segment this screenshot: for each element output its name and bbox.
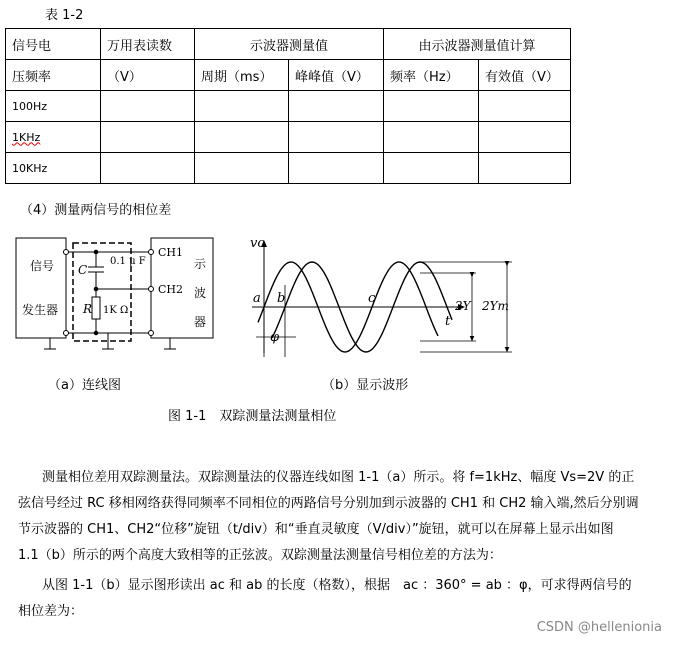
paragraph-2-line-1: 从图 1-1（b）显示图形读出 ac 和 ab 的长度（格数），根据 ac ：360° = ab ：φ，可求得两信号的 [42,578,632,593]
header-period: 周期（ms） [195,60,289,91]
section-heading: （4）测量两信号的相位差 [20,203,172,218]
paragraph-1 [18,465,664,625]
capacitor-label: C [78,263,88,277]
capacitor-value: 0.1 μ F [110,256,146,267]
signal-generator-box [16,238,66,338]
waveform-diagram [252,243,512,357]
header-scope-group: 示波器测量值 [195,29,384,60]
header-meter-line1: 万用表读数 [101,29,195,60]
circuit-diagram [16,238,213,349]
watermark: CSDN @hellenionia [536,620,662,635]
header-freq-line2: 压频率 [6,60,101,91]
header-calc-group: 由示波器测量值计算 [384,29,571,60]
header-meter-line2: （V） [101,60,195,91]
header-freq-line1: 信号电 [6,29,101,60]
header-peak-to-peak: 峰峰值（V） [289,60,384,91]
figure-caption: 图 1-1 双踪测量法测量相位 [168,409,337,424]
y-axis-label: vo [250,236,266,251]
generator-label-2: 发生器 [22,303,59,317]
paragraph-2-line-2: 相位差为： [18,604,84,619]
x-axis-label: t [445,314,451,329]
generator-label-1: 信号 [30,259,55,273]
resistor-value: 1K Ω [103,305,129,316]
table-row [6,122,571,153]
row-label-10khz: 10KHz [6,153,101,184]
paragraph-1-line-3: 节示波器的 CH1、CH2“位移”旋钮（t/div）和“垂直灵敏度（V/div）”旋钮，就可以在屏幕上显示出如图 [18,522,614,537]
phi-label: φ [270,330,280,345]
point-b-label: b [277,291,286,306]
caption-a: （a）连线图 [48,378,121,393]
ch2-label: CH2 [158,283,184,296]
scope-label-1: 示 [194,257,207,271]
paragraph-1-line-4: 1.1（b）所示的两个高度大致相等的正弦波。双踪测量法测量信号相位差的方法为： [18,548,502,563]
table-row [6,153,571,184]
caption-b: （b）显示波形 [322,378,409,393]
ch1-label: CH1 [158,246,184,259]
header-frequency: 频率（Hz） [384,60,479,91]
paragraph-1-line-1: 测量相位差用双踪测量法。双踪测量法的仪器连线如图 1-1（a）所示。将 f=1kHz、幅度 Vs=2V 的正 [42,470,635,485]
point-a-label: a [253,291,261,306]
paragraph-1-line-2: 弦信号经过 RC 移相网络获得同频率不同相位的两路信号分别加到示波器的 CH1 和 CH2 输入端,然后分别调 [18,496,639,511]
two-y-label: 2Y [455,299,471,313]
point-c-label: c [368,291,376,306]
header-effective: 有效值（V） [479,60,571,91]
row-label-100hz: 100Hz [6,91,101,122]
row-label-1khz: 1KHz [6,122,101,153]
measurement-table [5,28,571,184]
scope-label-3: 器 [194,315,207,329]
two-ym-label: 2Ym [482,299,509,313]
resistor-label: R [83,302,93,316]
table-caption: 表 1-2 [45,8,84,23]
scope-label-2: 波 [194,286,207,300]
table-row [6,91,571,122]
